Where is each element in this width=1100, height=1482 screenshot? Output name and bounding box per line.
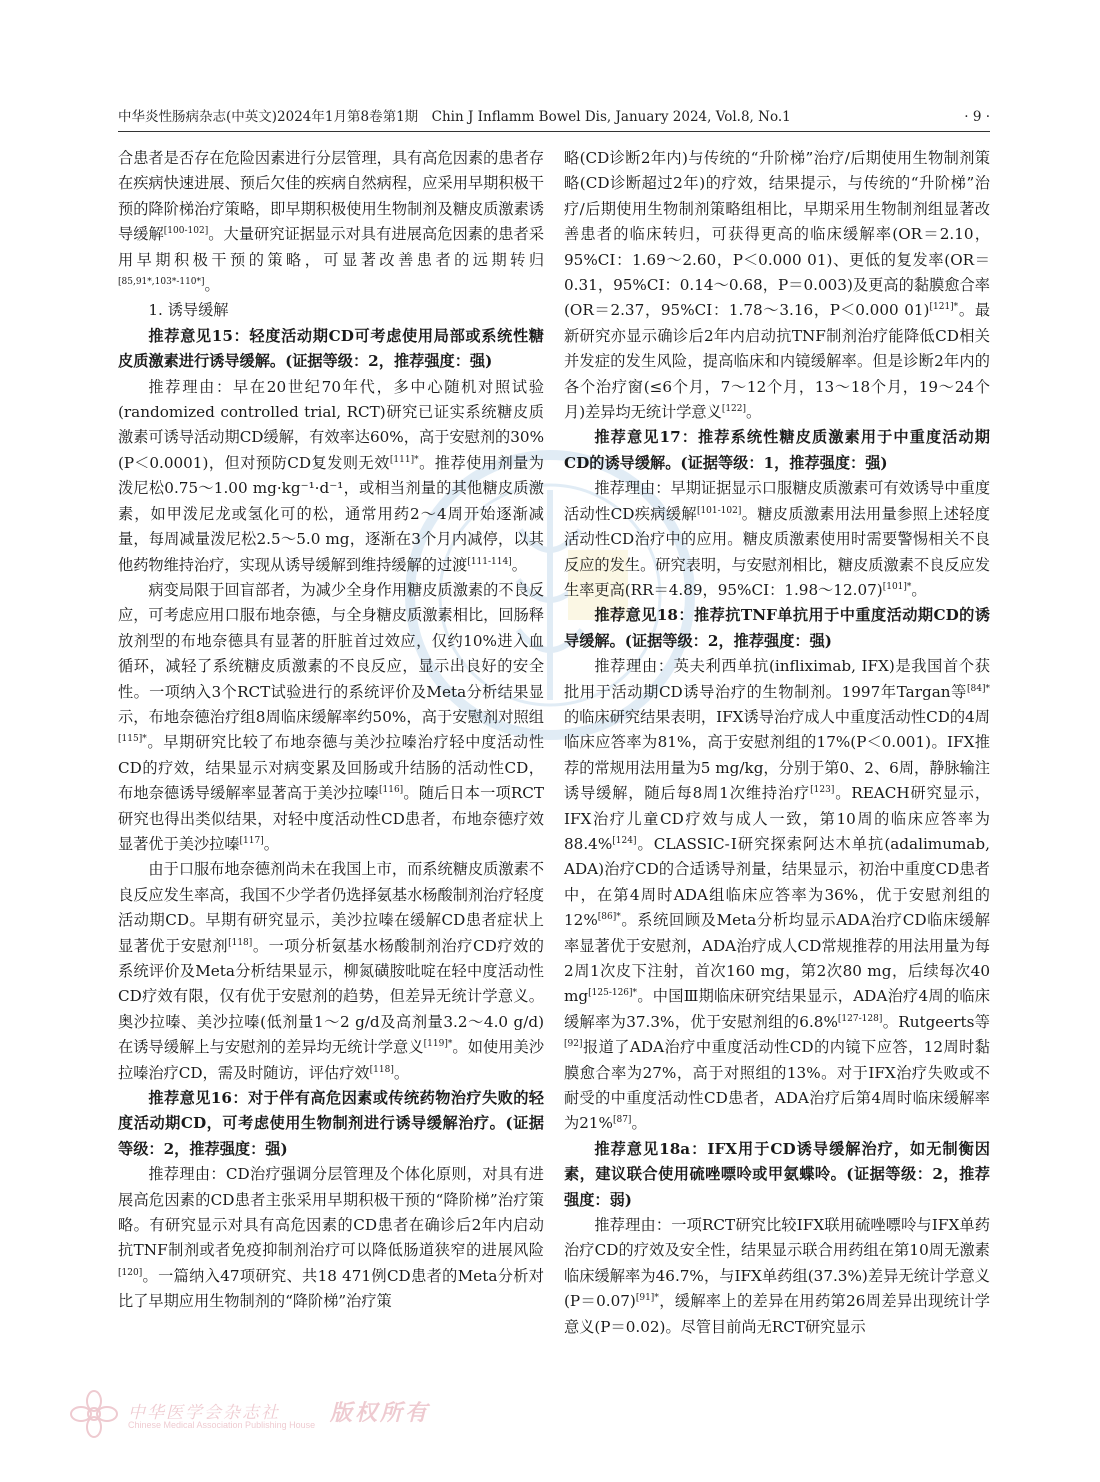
recommendation	[118, 1086, 544, 1162]
text-segment: 。推荐使用剂量为泼尼松0.75～1.00 mg·kg⁻¹·d⁻¹，或相当剂量的其他糖皮质激素，如甲泼尼龙或氢化可的松，通常用药2～4周开始逐渐减量，每周减量泼尼松2.5～5.0 mg，逐渐在3个月内减停，以其他药物维持治疗，实现从诱导缓解到维持缓解的过渡	[118, 453, 544, 574]
recommendation	[564, 425, 990, 476]
text-segment: 。	[263, 834, 279, 853]
text-segment: ，缓解率上的差异在用药第26周差异出现统计学意义(P＝0.02)。尽管目前尚无RCT研究显示	[564, 1292, 990, 1336]
text-segment: 推荐意见16：对于伴有高危因素或传统药物治疗失败的轻度活动期CD，可考虑使用生物制剂进行诱导缓解治疗。(证据等级：2，推荐强度：强)	[118, 1089, 544, 1158]
citation-reference: [122]	[721, 404, 747, 414]
text-segment: 推荐理由：英夫利西单抗(infliximab, IFX)是我国首个获批用于活动期CD诱导治疗的生物制剂。1997年Targan等	[564, 657, 990, 701]
text-segment: 。	[746, 403, 762, 422]
text-segment: 推荐理由：一项RCT研究比较IFX联用硫唑嘌呤与IFX单药治疗CD的疗效及安全性，结果显示联合用药组在第10周无激素临床缓解率为46.7%，与IFX单药组(37.3%)差异无统计学意义(P＝0.07)	[564, 1216, 990, 1311]
text-segment: 。	[393, 1063, 410, 1082]
left-column	[118, 146, 544, 1315]
text-segment: 。早期研究比较了布地奈德与美沙拉嗪治疗轻中度活动性CD的疗效，结果显示对病变累及回肠或升结肠的活动性CD，布地奈德诱导缓解率显著高于美沙拉嗪	[118, 733, 544, 803]
citation-reference: [91]*	[635, 1293, 659, 1304]
text-segment: 合患者是否存在危险因素进行分层管理，具有高危因素的患者存在疾病快速进展、预后欠佳的疾病自然病程，应采用早期积极干预的降阶梯治疗策略，即早期积极使用生物制剂及糖皮质激素诱导缓解	[118, 149, 544, 244]
citation-reference: [121]*	[929, 302, 959, 313]
text-segment: 推荐意见17：推荐系统性糖皮质激素用于中重度活动期CD的诱导缓解。(证据等级：1，推荐强度：强)	[564, 428, 990, 472]
text-segment: 推荐意见15：轻度活动期CD可考虑使用局部或系统性糖皮质激素进行诱导缓解。(证据等级：2，推荐强度：强)	[118, 326, 544, 371]
copyright-mark: 版权所有	[330, 1400, 431, 1426]
text-segment: 。Rutgeerts等	[882, 1012, 990, 1031]
page-number: · 9 ·	[964, 109, 990, 125]
citation-reference: [84]*	[967, 683, 990, 694]
paragraph	[564, 654, 990, 1137]
publisher-logo	[70, 1388, 490, 1440]
citation-reference: [101-102]	[696, 505, 742, 516]
text-segment: 病变局限于回盲部者，为减少全身作用糖皮质激素的不良反应，可考虑应用口服布地奈德，与全身糖皮质激素相比，回肠释放剂型的布地奈德具有显著的肝脏首过效应，仅约10%进入血循环，减轻了系统糖皮质激素的不良反应，显示出良好的安全性。一项纳入3个RCT试验进行的系统评价及Meta分析结果显示，布地奈德治疗组8周临床缓解率约50%，高于安慰剂对照组	[118, 580, 544, 726]
citation-reference: [87]	[612, 1115, 632, 1126]
text-segment: 由于口服布地奈德剂尚未在我国上市，而系统糖皮质激素不良反应发生率高，我国不少学者仍选择氨基水杨酸制剂治疗轻度活动期CD。早期有研究显示，美沙拉嗪在缓解CD患者症状上显著优于安慰剂	[118, 860, 544, 955]
paragraph	[564, 476, 990, 603]
recommendation	[118, 324, 544, 375]
text-segment: 。REACH研究显示，IFX治疗儿童CD疗效与成人一致，第10周的临床应答率为88.4%	[564, 784, 991, 853]
citation-reference: [123]	[810, 785, 835, 796]
citation-reference: [118]	[228, 937, 253, 948]
paragraph	[118, 578, 544, 857]
publisher-name: 中华医学会杂志社	[128, 1403, 280, 1423]
citation-reference: [101]*	[882, 581, 912, 592]
paragraph	[118, 857, 544, 1086]
paragraph	[564, 1213, 990, 1340]
recommendation	[564, 1137, 990, 1213]
text-segment: 推荐意见18a：IFX用于CD诱导缓解治疗，如无制衡因素，建议联合使用硫唑嘌呤或甲氨蝶呤。(证据等级：2，推荐强度：弱)	[564, 1139, 990, 1209]
paragraph	[118, 1162, 544, 1314]
text-segment: 。	[511, 555, 527, 574]
flower-logo-icon	[70, 1390, 118, 1438]
text-segment: 。	[911, 580, 927, 599]
citation-reference: [100-102]	[163, 226, 209, 237]
text-segment: 。系统回顾及Meta分析均显示ADA治疗CD临床缓解率显著优于安慰剂，ADA治疗成人CD常规推荐的用法用量为每2周1次皮下注射，首次160 mg，第2次80 mg，后续每次40 mg	[564, 911, 990, 1006]
header-rule	[118, 131, 990, 132]
citation-reference: [85,91*,103*-110*]	[118, 276, 205, 287]
text-segment: 推荐理由：CD治疗强调分层管理及个体化原则，对具有进展高危因素的CD患者主张采用早期积极干预的“降阶梯”治疗策略。有研究显示对具有高危因素的CD患者在确诊后2年内启动抗TNF制剂或者免疫抑制剂治疗可以降低肠道狭窄的进展风险	[118, 1165, 544, 1260]
recommendation	[564, 603, 990, 654]
citation-reference: [117]	[239, 835, 264, 846]
publisher-name-en: Chinese Medical Association Publishing House	[128, 1420, 316, 1430]
citation-reference: [125-126]*	[588, 988, 638, 999]
text-segment: 略(CD诊断2年内)与传统的“升阶梯”治疗/后期使用生物制剂策略(CD诊断超过2年)的疗效，结果提示，与传统的“升阶梯”治疗/后期使用生物制剂策略组相比，早期采用生物制剂组显著改善患者的临床转归，可获得更高的临床缓解率(OR＝2.10，95%CI：1.69～2.60，P＜0.000 01)、更低的复发率(OR＝0.31，95%CI：0.14～0.68，P＝0.003)及更高的黏膜愈合率(OR＝2.37，95%CI：1.78～3.16，P＜0.000 01)	[564, 149, 990, 320]
citation-reference: [111-114]	[467, 556, 512, 567]
citation-reference: [119]*	[423, 1039, 453, 1050]
right-column	[564, 146, 990, 1340]
text-segment: 推荐意见18：推荐抗TNF单抗用于中重度活动期CD的诱导缓解。(证据等级：2，推荐强度：强)	[564, 606, 990, 650]
text-segment: 。	[204, 276, 220, 295]
text-segment: 。中国Ⅲ期临床研究结果显示，ADA治疗4周的临床缓解率为37.3%，优于安慰剂组的6.8%	[564, 987, 990, 1031]
text-segment: 。糖皮质激素用法用量参照上述轻度活动性CD治疗中的应用。糖皮质激素使用时需要警惕相关不良反应的发生。研究表明，与安慰剂相比，糖皮质激素不良反应发生率更高(RR＝4.89，95%CI：1.98～12.07)	[564, 504, 990, 599]
citation-reference: [116]	[378, 785, 404, 796]
paragraph	[118, 146, 544, 298]
text-segment: 推荐理由：早期证据显示口服糖皮质激素可有效诱导中重度活动性CD疾病缓解	[564, 479, 990, 523]
citation-reference: [111]*	[389, 454, 419, 465]
journal-citation: 中华炎性肠病杂志(中英文)2024年1月第8卷第1期 Chin J Inflamm Bowel Dis, January 2024, Vol.8, No.1	[118, 109, 791, 125]
citation-reference: [115]*	[118, 734, 147, 745]
text-segment: 。最新研究亦显示确诊后2年内启动抗TNF制剂治疗能降低CD相关并发症的发生风险，提高临床和内镜缓解率。但是诊断2年内的各个治疗窗(≤6个月，7～12个月，13～18个月，19～24个月)差异均无统计学意义	[564, 301, 991, 422]
citation-reference: [92]	[564, 1039, 583, 1050]
text-segment: 1. 诱导缓解	[148, 301, 229, 320]
text-segment: 报道了ADA治疗中重度活动性CD的内镜下应答，12周时黏膜愈合率为27%，高于对照组的13%。对于IFX治疗失败或不耐受的中重度活动性CD患者，ADA治疗后第4周时临床缓解率为21%	[564, 1038, 990, 1133]
text-segment: 。	[631, 1114, 647, 1133]
citation-reference: [120]	[118, 1267, 143, 1278]
text-segment: 。随后日本一项RCT研究也得出类似结果，对轻中度活动性CD患者，布地奈德疗效显著优于美沙拉嗪	[118, 784, 545, 853]
text-segment: 。CLASSIC-Ⅰ研究探索阿达木单抗(adalimumab, ADA)治疗CD的合适诱导剂量，结果显示，初治中重度CD患者中，在第4周时ADA组临床应答率为36%，优于安慰剂组的12%	[564, 834, 990, 930]
section-heading	[118, 298, 544, 323]
text-segment: 的临床研究结果表明，IFX诱导治疗成人中重度活动性CD的4周临床应答率为81%，高于安慰剂组的17%(P＜0.001)。IFX推荐的常规用法用量为5 mg/kg，分别于第0、2、6周，静脉输注诱导缓解，随后每8周1次维持治疗	[564, 707, 990, 803]
text-segment: 。一项分析氨基水杨酸制剂治疗CD疗效的系统评价及Meta分析结果显示，柳氮磺胺吡啶在轻中度活动性CD疗效有限，仅有优于安慰剂的趋势，但差异无统计学意义。奥沙拉嗪、美沙拉嗪(低剂量1～2 g/d及高剂量3.2～4.0 g/d)在诱导缓解上与安慰剂的差异均无统计学意义	[118, 936, 544, 1057]
citation-reference: [127-128]	[837, 1013, 883, 1024]
text-segment: 。大量研究证据显示对具有进展高危因素的患者采用早期积极干预的策略，可显著改善患者的远期转归	[118, 225, 545, 269]
text-segment: 。一篇纳入47项研究、共18 471例CD患者的Meta分析对比了早期应用生物制剂的“降阶梯”治疗策	[118, 1266, 544, 1311]
citation-reference: [124]	[612, 835, 637, 846]
text-segment: 推荐理由：早在20世纪70年代，多中心随机对照试验(randomized controlled trial, RCT)研究已证实系统糖皮质激素可诱导活动期CD缓解，有效率达60%，高于安慰剂的30%(P＜0.0001)，但对预防CD复发则无效	[118, 377, 544, 472]
citation-reference: [118]	[369, 1064, 394, 1075]
citation-reference: [86]*	[597, 912, 621, 923]
running-header	[118, 106, 990, 130]
text-segment: 。如使用美沙拉嗪治疗CD，需及时随访，评估疗效	[118, 1038, 545, 1082]
paragraph	[118, 375, 544, 578]
paragraph	[564, 146, 990, 425]
